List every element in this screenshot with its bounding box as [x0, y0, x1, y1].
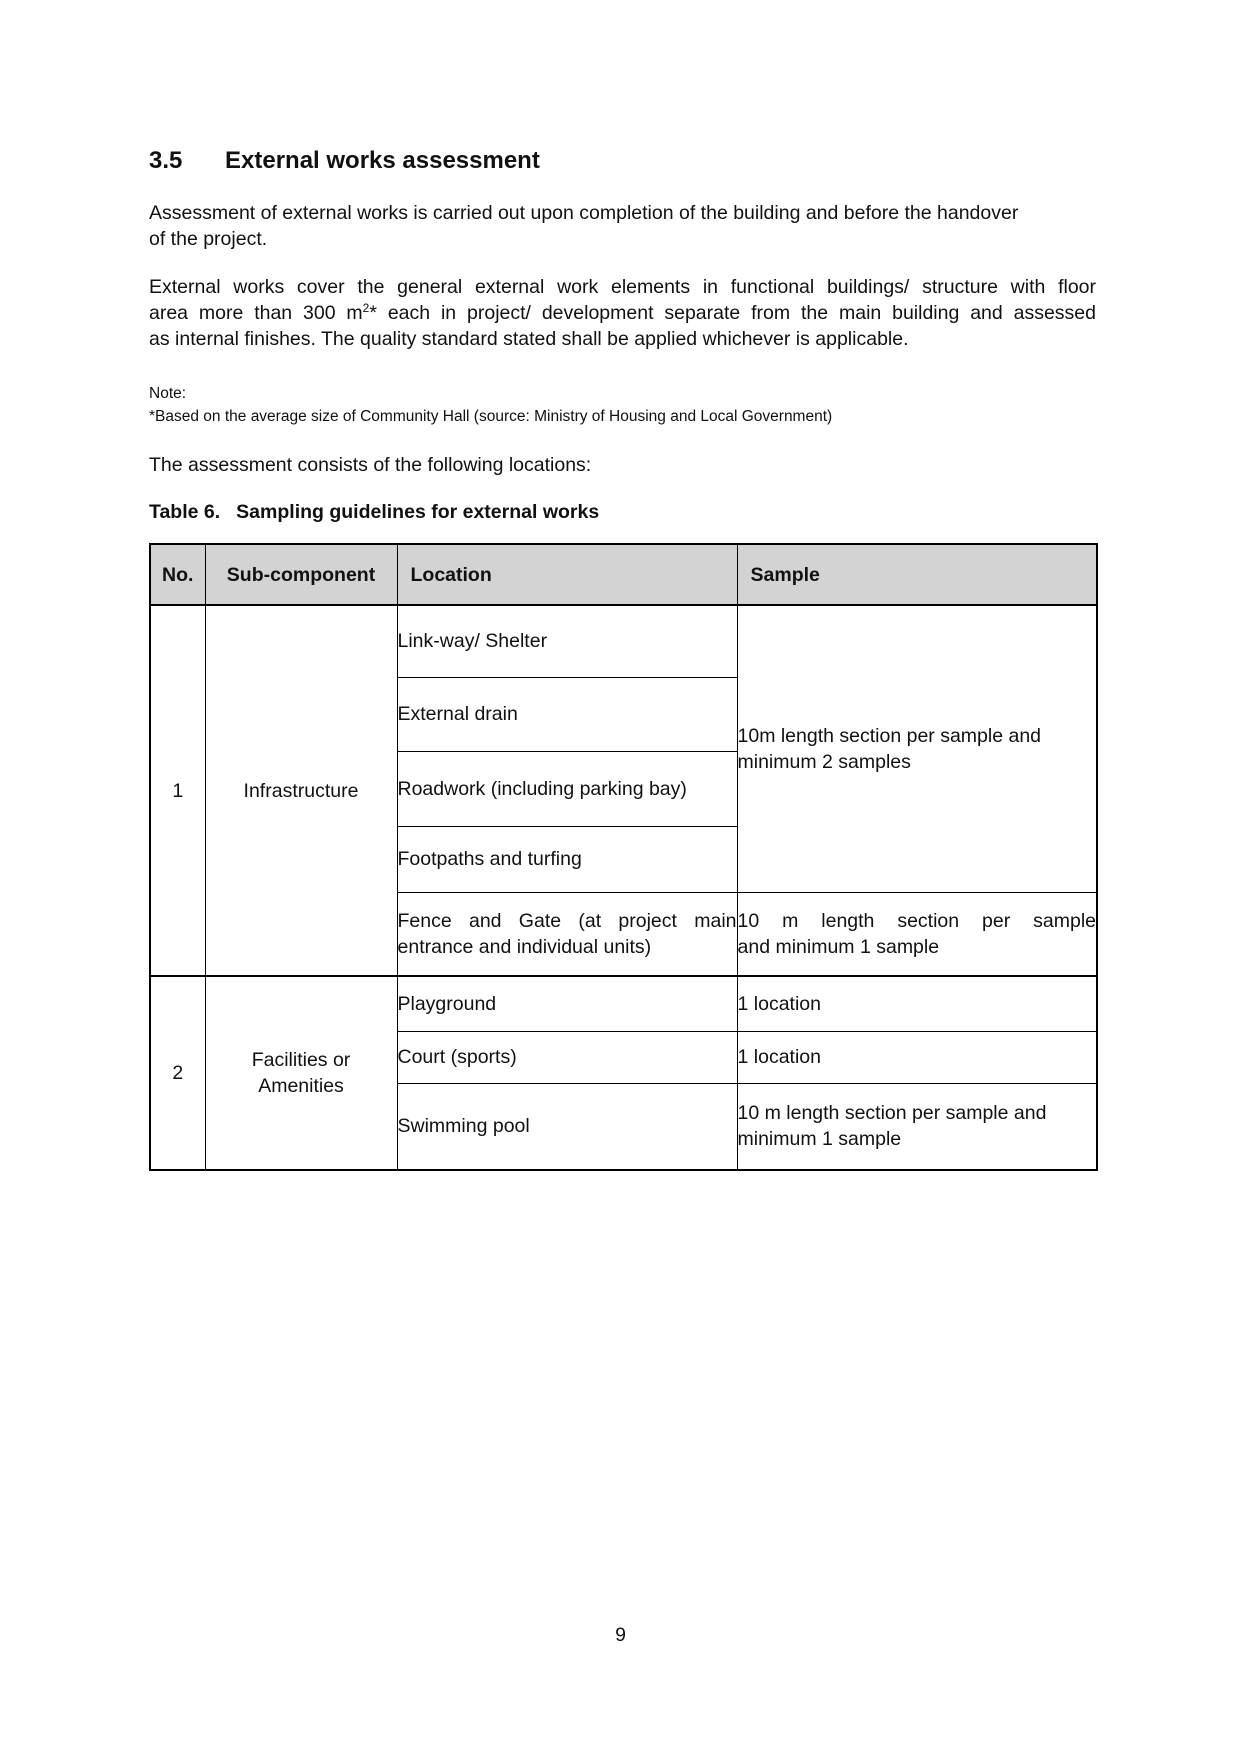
fence-sample-line-1: 10 m length section per sample	[737, 909, 1096, 932]
note-block	[149, 382, 1096, 428]
paragraph-external-works-line-2	[149, 300, 1096, 326]
cell-location-roadwork: Roadwork (including parking bay)	[397, 751, 737, 826]
paragraph-external-works-line-1: External works cover the general external work elements in functional buildings/ structure with floor	[149, 276, 1096, 298]
page-number: 9	[615, 1624, 626, 1646]
column-header-no: No.	[150, 544, 205, 605]
table-row	[150, 976, 1097, 1031]
cell-location-linkway-shelter: Link-way/ Shelter	[397, 605, 737, 677]
section-number: 3.5	[149, 147, 183, 174]
cell-location-court: Court (sports)	[397, 1031, 737, 1083]
table-caption	[149, 499, 1096, 525]
table-header-row	[150, 544, 1097, 605]
fence-location-line-2: entrance and individual units)	[397, 935, 652, 958]
cell-sample-fence-gate	[737, 892, 1097, 976]
paragraph-assessment	[149, 200, 1096, 252]
cell-location-fence-gate	[397, 892, 737, 976]
table-caption-label: Table 6.	[149, 501, 221, 523]
merged-sample-line-1: 10m length section per sample and	[737, 724, 1042, 747]
paragraph-assessment-line-2: of the project.	[149, 228, 268, 250]
line-2-text-after-superscript: * each in project/ development separate from the main building and assessed	[369, 302, 1096, 324]
table-row	[150, 605, 1097, 677]
column-header-sub-component: Sub-component	[205, 544, 397, 605]
cell-sample-merged	[737, 605, 1097, 892]
cell-subcomponent-infrastructure: Infrastructure	[205, 605, 397, 976]
superscript-2: 2	[362, 301, 370, 315]
note-text: *Based on the average size of Community Hall (source: Ministry of Housing and Local Government)	[149, 408, 833, 425]
section-heading	[149, 147, 1096, 175]
cell-location-playground: Playground	[397, 976, 737, 1031]
cell-location-swimming-pool: Swimming pool	[397, 1083, 737, 1170]
facilities-line-1: Facilities or	[251, 1049, 351, 1071]
merged-sample-line-2: minimum 2 samples	[737, 750, 911, 773]
sampling-guidelines-table	[149, 543, 1098, 1171]
cell-sample-court: 1 location	[737, 1031, 1097, 1083]
section-title: External works assessment	[225, 147, 540, 174]
cell-sample-swimming-pool	[737, 1083, 1097, 1170]
cell-no-2: 2	[150, 976, 205, 1170]
fence-sample-line-2: and minimum 1 sample	[737, 935, 940, 958]
cell-subcomponent-facilities	[205, 976, 397, 1170]
swimming-sample-line-1: 10 m length section per sample and	[737, 1102, 1047, 1125]
facilities-line-2: Amenities	[258, 1075, 344, 1097]
cell-location-external-drain: External drain	[397, 677, 737, 751]
cell-no-1: 1	[150, 605, 205, 976]
column-header-location: Location	[397, 544, 737, 605]
line-2-text-before-superscript: area more than 300 m	[149, 302, 363, 324]
paragraph-assessment-line-1: Assessment of external works is carried out upon completion of the building and before the handover	[149, 202, 1019, 224]
note-label: Note:	[149, 385, 187, 402]
paragraph-external-works	[149, 274, 1096, 352]
cell-location-footpaths: Footpaths and turfing	[397, 826, 737, 892]
column-header-sample: Sample	[737, 544, 1097, 605]
paragraph-external-works-line-3: as internal finishes. The quality standard stated shall be applied whichever is applicable.	[149, 328, 909, 350]
fence-location-line-1: Fence and Gate (at project main	[397, 909, 737, 932]
lead-sentence: The assessment consists of the following locations:	[149, 454, 592, 476]
swimming-sample-line-2: minimum 1 sample	[737, 1128, 902, 1151]
cell-sample-playground: 1 location	[737, 976, 1097, 1031]
table-caption-title: Sampling guidelines for external works	[236, 501, 600, 523]
